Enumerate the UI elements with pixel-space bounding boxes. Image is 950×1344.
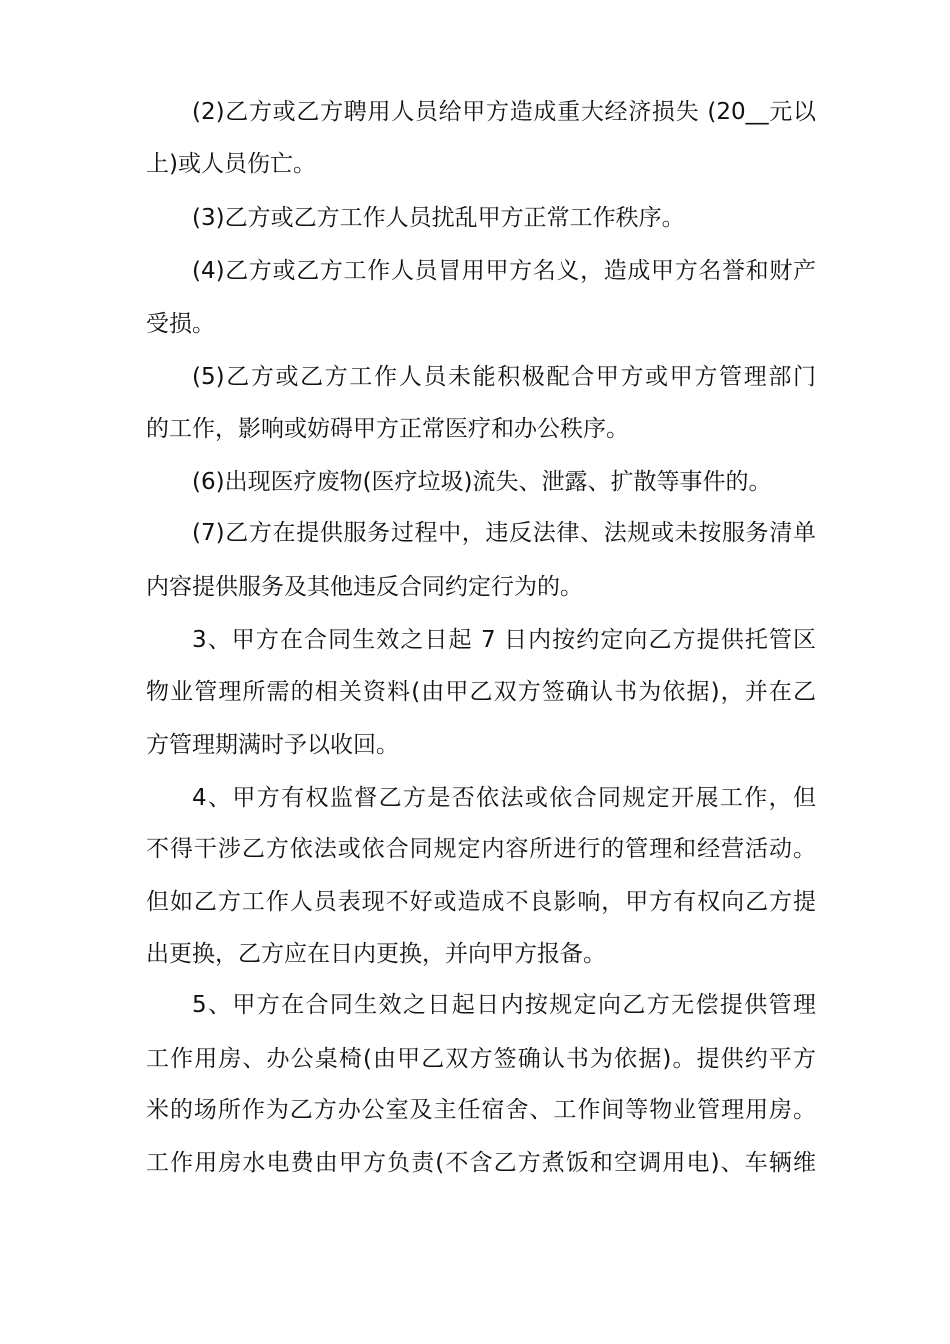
text-line: 5、甲方在合同生效之日起日内按规定向乙方无偿提供管理 xyxy=(192,992,816,1018)
text-line: (7)乙方在提供服务过程中，违反法律、法规或未按服务清单 xyxy=(192,520,816,546)
text-line: 4、甲方有权监督乙方是否依法或依合同规定开展工作，但 xyxy=(192,785,816,811)
text-line: (4)乙方或乙方工作人员冒用甲方名义，造成甲方名誉和财产 xyxy=(192,258,816,284)
text-line: (5)乙方或乙方工作人员未能积极配合甲方或甲方管理部门 xyxy=(192,364,816,390)
text-line: 受损。 xyxy=(146,311,215,337)
text-line: (2)乙方或乙方聘用人员给甲方造成重大经济损失 (20__元以 xyxy=(192,99,816,125)
text-line: 但如乙方工作人员表现不好或造成不良影响，甲方有权向乙方提 xyxy=(146,889,816,915)
text-line: (6)出现医疗废物(医疗垃圾)流失、泄露、扩散等事件的。 xyxy=(192,469,772,495)
text-line: 不得干涉乙方依法或依合同规定内容所进行的管理和经营活动。 xyxy=(146,836,816,862)
text-line: 3、甲方在合同生效之日起 7 日内按约定向乙方提供托管区 xyxy=(192,627,816,653)
text-line: 米的场所作为乙方办公室及主任宿舍、工作间等物业管理用房。 xyxy=(146,1097,816,1123)
text-line: 工作用房水电费由甲方负责(不含乙方煮饭和空调用电)、车辆维 xyxy=(146,1150,816,1176)
text-line: 的工作，影响或妨碍甲方正常医疗和办公秩序。 xyxy=(146,416,629,442)
text-line: 出更换，乙方应在日内更换，并向甲方报备。 xyxy=(146,941,606,967)
text-line: (3)乙方或乙方工作人员扰乱甲方正常工作秩序。 xyxy=(192,205,685,231)
text-line: 内容提供服务及其他违反合同约定行为的。 xyxy=(146,574,583,600)
text-line: 方管理期满时予以收回。 xyxy=(146,732,399,758)
text-line: 上)或人员伤亡。 xyxy=(146,151,316,177)
text-line: 物业管理所需的相关资料(由甲乙双方签确认书为依据)，并在乙 xyxy=(146,679,816,705)
text-line: 工作用房、办公桌椅(由甲乙双方签确认书为依据)。提供约平方 xyxy=(146,1046,816,1072)
